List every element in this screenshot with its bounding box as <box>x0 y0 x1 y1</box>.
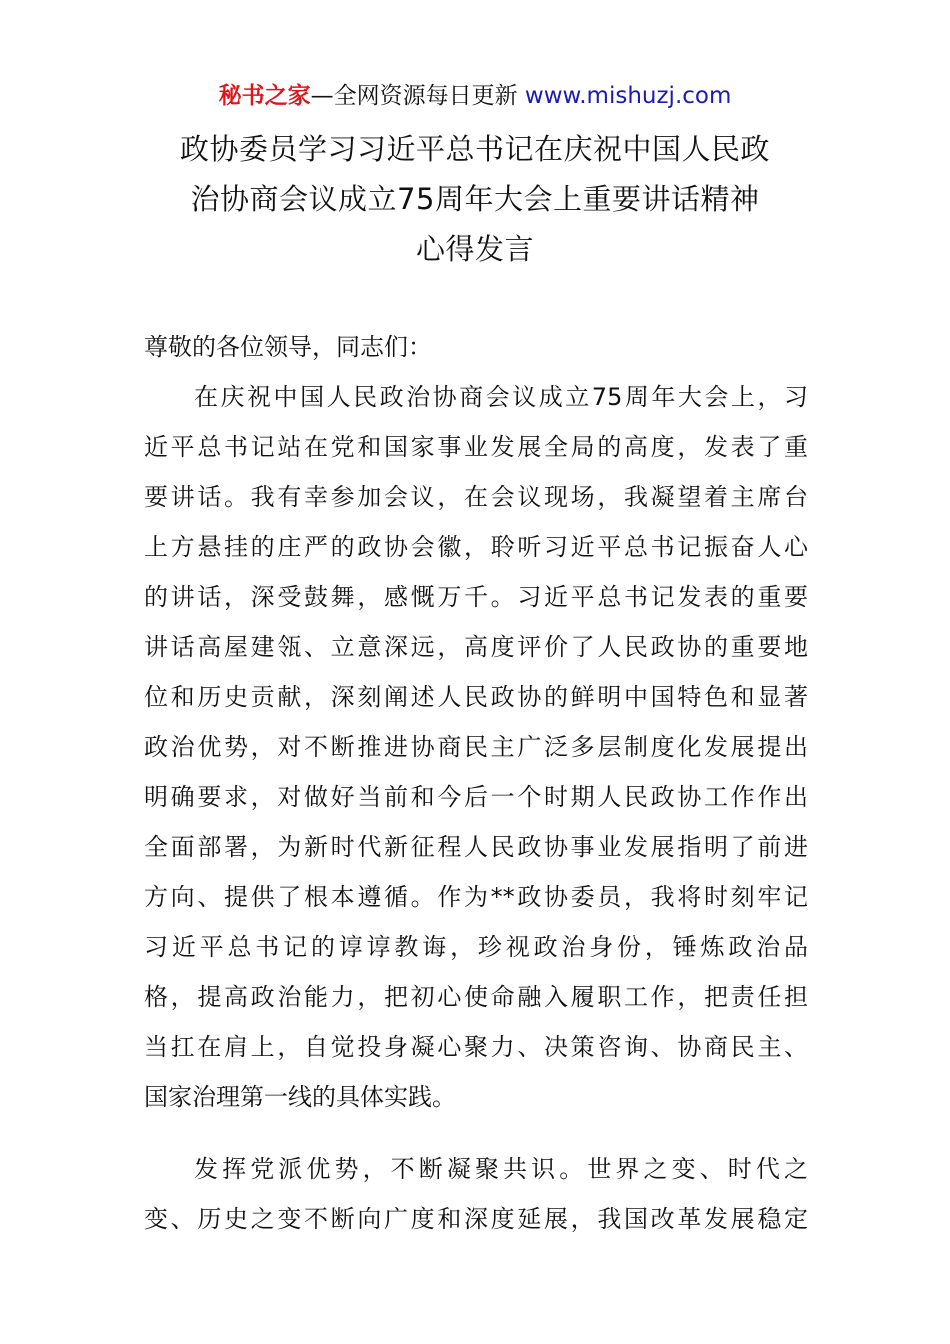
text-line: 方向、提供了根本遵循。作为**政协委员，我将时刻牢记 <box>144 883 808 911</box>
header-tagline: —全网资源每日更新 <box>310 83 525 109</box>
text-line: 在庆祝中国人民政治协商会议成立75周年大会上，习 <box>194 383 808 411</box>
text-line: 上方悬挂的庄严的政协会徽，聆听习近平总书记振奋人心 <box>144 533 808 561</box>
salutation: 尊敬的各位领导，同志们： <box>144 333 432 361</box>
paragraph-2 <box>144 1144 808 1244</box>
text-line: 国家治理第一线的具体实践。 <box>144 1083 456 1111</box>
text-line: 明确要求，对做好当前和今后一个时期人民政协工作作出 <box>144 783 808 811</box>
text-line: 要讲话。我有幸参加会议，在会议现场，我凝望着主席台 <box>144 483 808 511</box>
paragraph-gap <box>144 1122 808 1144</box>
text-line: 全面部署，为新时代新征程人民政协事业发展指明了前进 <box>144 833 808 861</box>
site-url-link[interactable]: www.mishuzj.com <box>524 83 732 109</box>
document-body <box>144 322 808 1244</box>
text-line: 格，提高政治能力，把初心使命融入履职工作，把责任担 <box>144 983 808 1011</box>
document-title <box>140 124 810 274</box>
text-line: 的讲话，深受鼓舞，感慨万千。习近平总书记发表的重要 <box>144 583 808 611</box>
text-line: 位和历史贡献，深刻阐述人民政协的鲜明中国特色和显著 <box>144 683 808 711</box>
brand-name: 秘书之家 <box>218 83 311 109</box>
text-line: 变、历史之变不断向广度和深度延展，我国改革发展稳定 <box>144 1205 808 1233</box>
text-line: 政治优势，对不断推进协商民主广泛多层制度化发展提出 <box>144 733 808 761</box>
site-header <box>0 80 950 112</box>
paragraph-1 <box>144 372 808 1122</box>
text-line: 近平总书记站在党和国家事业发展全局的高度，发表了重 <box>144 433 808 461</box>
title-line: 治协商会议成立75周年大会上重要讲话精神 <box>190 182 760 216</box>
title-line: 政协委员学习习近平总书记在庆祝中国人民政 <box>179 132 770 166</box>
text-line: 讲话高屋建瓴、立意深远，高度评价了人民政协的重要地 <box>144 633 808 661</box>
title-line: 心得发言 <box>415 232 534 266</box>
text-line: 当扛在肩上，自觉投身凝心聚力、决策咨询、协商民主、 <box>144 1033 808 1061</box>
text-line: 发挥党派优势，不断凝聚共识。世界之变、时代之 <box>194 1155 808 1183</box>
text-line: 习近平总书记的谆谆教诲，珍视政治身份，锤炼政治品 <box>144 933 808 961</box>
